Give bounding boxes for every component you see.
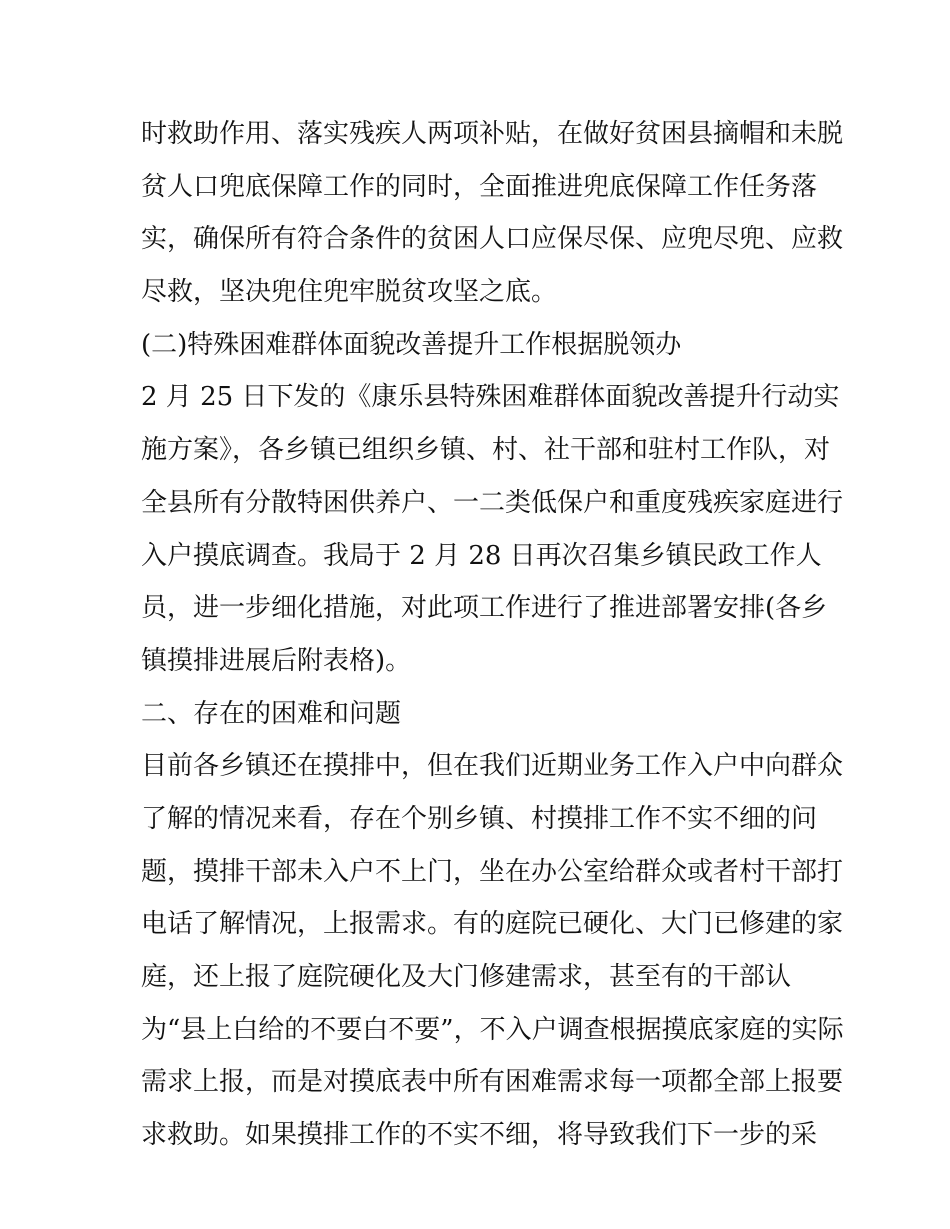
text-line: 入户摸底调查。我局于 2 月 28 日再次召集乡镇民政工作人 xyxy=(141,540,822,571)
text-line: 实，确保所有符合条件的贫困人口应保尽保、应兜尽兜、应救 xyxy=(141,224,844,255)
text-line: 员，进一步细化措施，对此项工作进行了推进部署安排(各乡 xyxy=(141,593,828,624)
text-line: 施方案》，各乡镇已组织乡镇、村、社干部和驻村工作队，对 xyxy=(141,435,831,466)
text-line: 庭，还上报了庭院硬化及大门修建需求，甚至有的干部认 xyxy=(141,962,792,992)
text-line: 镇摸排进展后附表格)。 xyxy=(141,645,412,676)
text-line: 尽救，坚决兜住兜牢脱贫攻坚之底。 xyxy=(141,277,558,308)
text-line: 为“县上白给的不要白不要”，不入户调查根据摸底家庭的实际 xyxy=(141,1014,844,1045)
document-body xyxy=(141,108,844,1162)
text-line: 全县所有分散特困供养户、一二类低保户和重度残疾家庭进行 xyxy=(141,487,844,518)
text-line: 电话了解情况，上报需求。有的庭院已硬化、大门已修建的家 xyxy=(141,909,844,940)
text-line: 了解的情况来看，存在个别乡镇、村摸排工作不实不细的问 xyxy=(141,803,818,834)
section-heading: 二、存在的困难和问题 xyxy=(141,698,402,729)
section-heading: (二)特殊困难群体面貌改善提升工作根据脱领办 xyxy=(141,329,682,360)
text-line: 贫人口兜底保障工作的同时，全面推进兜底保障工作任务落 xyxy=(141,171,818,202)
text-line: 时救助作用、落实残疾人两项补贴，在做好贫困县摘帽和未脱 xyxy=(141,119,844,149)
text-line: 求救助。如果摸排工作的不实不细，将导致我们下一步的采 xyxy=(141,1120,818,1151)
text-line: 需求上报，而是对摸底表中所有困难需求每一项都全部上报要 xyxy=(141,1067,844,1098)
text-line: 题，摸排干部未入户不上门，坐在办公室给群众或者村干部打 xyxy=(141,856,844,887)
text-line: 2 月 25 日下发的《康乐县特殊困难群体面貌改善提升行动实 xyxy=(141,382,840,413)
text-line: 目前各乡镇还在摸排中，但在我们近期业务工作入户中向群众 xyxy=(141,751,844,782)
